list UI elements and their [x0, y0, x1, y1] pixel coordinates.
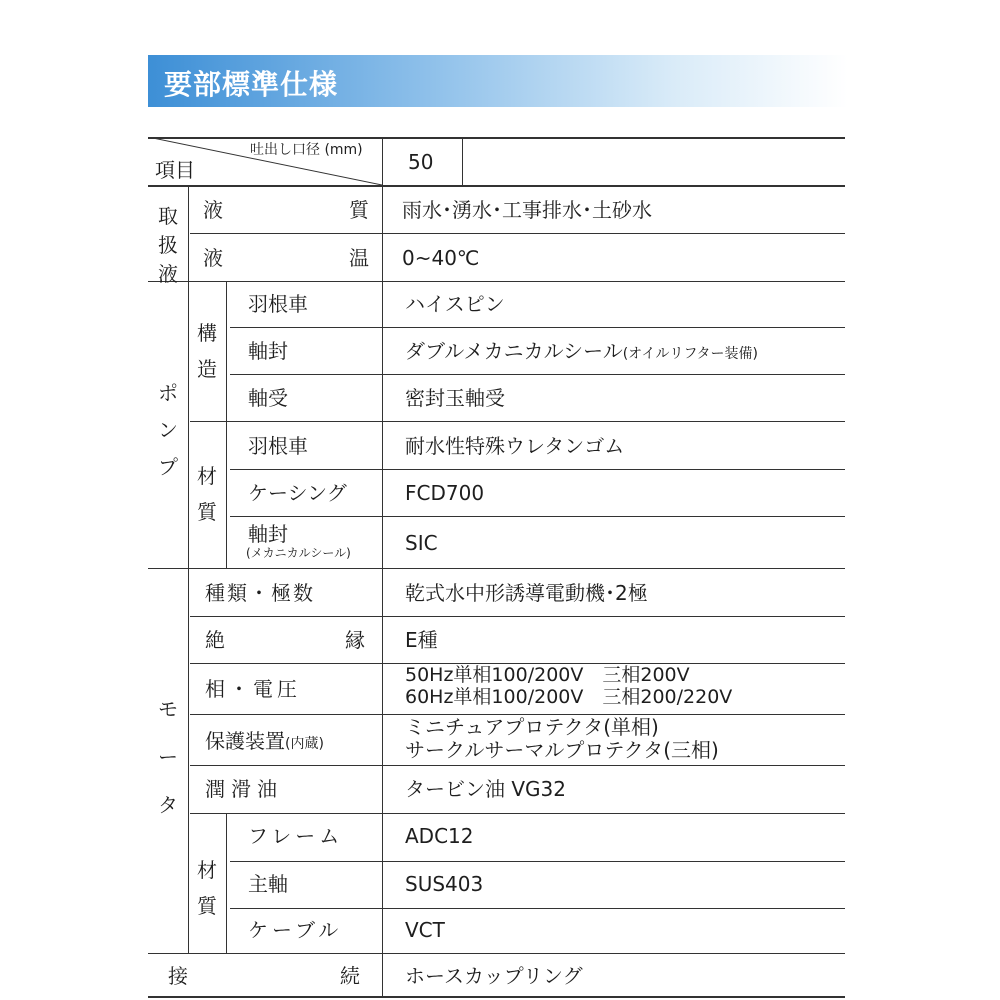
liquid-quality-value: 雨水･湧水･工事排水･土砂水 [402, 198, 652, 222]
motor-protection-value-single: ミニチュアプロテクタ(単相) [405, 715, 659, 739]
item-label: 項目 [155, 158, 195, 182]
row-divider [230, 516, 845, 517]
pump-structure-label: 構 造 [197, 321, 217, 381]
pump-material-seal-sublabel: (メカニカルシール) [246, 546, 351, 560]
row-divider [190, 765, 845, 766]
motor-frame-label: フレーム [248, 824, 344, 848]
motor-frame-value: ADC12 [405, 824, 474, 848]
row-divider [190, 421, 845, 422]
label-char: 液 [203, 246, 223, 270]
label-char: 温 [349, 246, 369, 270]
diameter-label: 吐出し口径 (mm) [250, 142, 363, 158]
pump-material-seal-value: SIC [405, 531, 438, 555]
label-char: 続 [340, 964, 360, 988]
row-divider [148, 953, 845, 954]
page-title: 要部標準仕様 [164, 68, 339, 101]
motor-protection-label [205, 731, 324, 751]
pump-material-impeller-label: 羽根車 [248, 434, 308, 458]
pump-impeller-value: ハイスピン [405, 292, 505, 316]
motor-material-label: 材 質 [197, 858, 217, 918]
motor-cable-label: ケーブル [248, 918, 343, 942]
column-divider [462, 137, 463, 185]
protection-note: (内蔵) [285, 736, 324, 752]
motor-cable-value: VCT [405, 918, 445, 942]
motor-group-label: モ ー タ [158, 697, 178, 817]
row-divider [230, 374, 845, 375]
label-char: 液 [203, 198, 223, 222]
seal-note: (オイルリフター装備) [622, 346, 758, 362]
diameter-value: 50 [408, 150, 434, 174]
protection-text: 保護装置 [205, 729, 285, 753]
connection-value: ホースカップリング [405, 964, 583, 988]
row-divider [148, 185, 845, 187]
motor-type-value: 乾式水中形誘導電動機･2極 [405, 581, 648, 605]
motor-type-label: 種類・極数 [205, 581, 315, 605]
pump-impeller-label: 羽根車 [248, 292, 308, 316]
motor-oil-label: 潤滑油 [205, 777, 283, 801]
row-divider [190, 616, 845, 617]
pump-material-impeller-value: 耐水性特殊ウレタンゴム [405, 434, 625, 458]
pump-casing-value: FCD700 [405, 481, 485, 505]
label-char: 質 [349, 198, 369, 222]
row-divider [230, 908, 845, 909]
pump-bearing-value: 密封玉軸受 [405, 386, 505, 410]
title-banner [148, 55, 848, 107]
pump-material-label: 材 質 [197, 464, 217, 524]
row-divider [230, 469, 845, 470]
motor-insulation-label [205, 630, 365, 650]
label-char: 絶 [205, 628, 225, 652]
liquid-group-label: 取 扱 液 [158, 204, 178, 286]
column-divider [226, 813, 227, 953]
motor-voltage-label: 相・電圧 [205, 677, 301, 701]
liquid-quality-label [203, 200, 369, 220]
motor-voltage-value-60hz: 60Hz単相100/200V 三相200/220V [405, 686, 733, 708]
row-divider [190, 813, 845, 814]
motor-shaft-value: SUS403 [405, 872, 484, 896]
pump-seal-value [405, 341, 758, 361]
pump-group-label: ポ ン プ [158, 381, 178, 479]
connection-label [168, 966, 360, 986]
label-char: 接 [168, 964, 188, 988]
motor-oil-value: タービン油 VG32 [405, 777, 566, 801]
pump-seal-label: 軸封 [248, 339, 288, 363]
motor-insulation-value: E種 [405, 628, 438, 652]
label-char: 縁 [345, 628, 365, 652]
motor-voltage-value-50hz: 50Hz単相100/200V 三相200V [405, 664, 690, 686]
pump-bearing-label: 軸受 [248, 386, 288, 410]
motor-protection-value-three: サークルサーマルプロテクタ(三相) [405, 738, 719, 762]
row-divider [190, 233, 845, 234]
liquid-temp-label [203, 248, 369, 268]
column-divider [188, 185, 189, 953]
table-bottom-border [148, 996, 845, 998]
seal-type: ダブルメカニカルシール [405, 339, 623, 363]
liquid-temp-value: 0~40℃ [402, 246, 480, 270]
column-divider [382, 137, 383, 998]
pump-casing-label: ケーシング [248, 481, 347, 505]
column-divider [226, 281, 227, 568]
motor-shaft-label: 主軸 [248, 872, 288, 896]
row-divider [230, 327, 845, 328]
row-divider [148, 568, 845, 569]
row-divider [230, 861, 845, 862]
pump-material-seal-label: 軸封 [248, 522, 288, 546]
row-divider [148, 281, 845, 282]
